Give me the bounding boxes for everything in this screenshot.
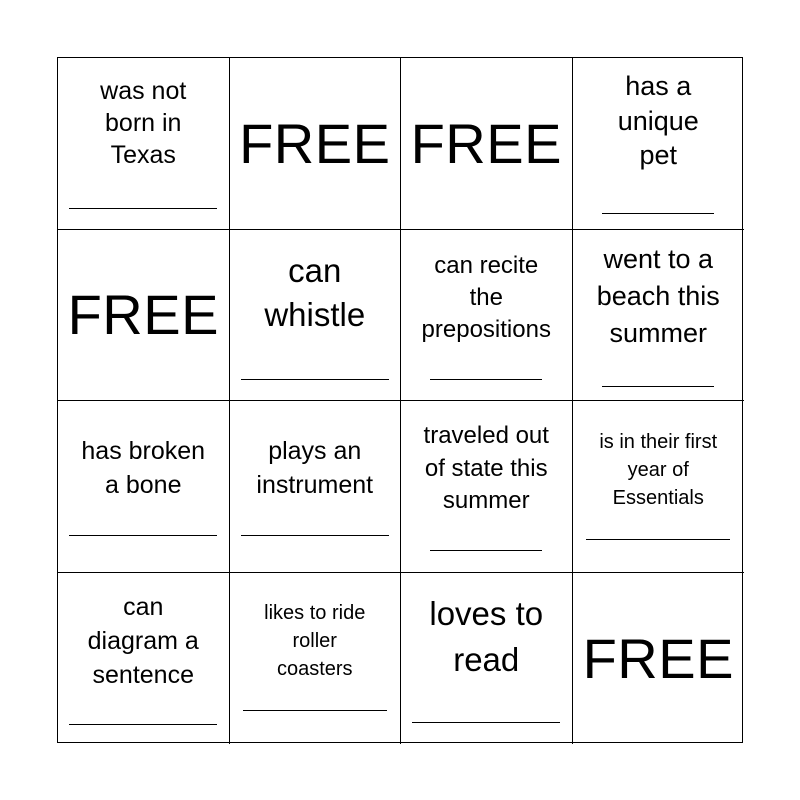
signature-line (69, 724, 217, 725)
signature-line (69, 535, 217, 536)
bingo-cell-free[interactable] (230, 58, 402, 230)
bingo-cell[interactable] (58, 401, 230, 573)
bingo-cell[interactable] (58, 573, 230, 745)
cell-prompt: likes to ride roller coasters (264, 601, 366, 680)
signature-line (602, 213, 714, 214)
free-space-label: FREE (410, 111, 562, 175)
signature-line (430, 550, 542, 551)
bingo-cell-free[interactable] (58, 230, 230, 402)
bingo-cell[interactable] (573, 230, 745, 402)
cell-prompt: was not born in Texas (100, 77, 187, 169)
cell-prompt: can whistle (264, 251, 366, 334)
cell-prompt: traveled out of state this summer (423, 422, 549, 515)
signature-line (602, 386, 714, 387)
bingo-cell[interactable] (401, 401, 573, 573)
bingo-cell-free[interactable] (401, 58, 573, 230)
free-space-label: FREE (582, 626, 734, 690)
bingo-cell[interactable] (230, 401, 402, 573)
cell-prompt: loves to read (429, 594, 544, 679)
bingo-board (57, 57, 743, 743)
bingo-cell[interactable] (58, 58, 230, 230)
signature-line (430, 379, 542, 380)
bingo-cell[interactable] (573, 58, 745, 230)
cell-prompt: can recite the prepositions (421, 251, 551, 344)
signature-line (241, 379, 389, 380)
signature-line (241, 535, 389, 536)
bingo-cell[interactable] (230, 573, 402, 745)
free-space-label: FREE (67, 283, 219, 347)
signature-line (412, 722, 560, 723)
signature-line (586, 539, 730, 540)
bingo-cell[interactable] (573, 401, 745, 573)
free-space-label: FREE (239, 111, 391, 175)
bingo-cell[interactable] (230, 230, 402, 402)
bingo-cell[interactable] (401, 573, 573, 745)
cell-prompt: went to a beach this summer (596, 243, 720, 348)
signature-line (69, 208, 217, 209)
cell-prompt: has a unique pet (617, 71, 699, 171)
cell-prompt: plays an instrument (256, 437, 374, 499)
cell-prompt: is in their first year of Essentials (599, 431, 718, 509)
cell-prompt: has broken a bone (81, 437, 206, 499)
bingo-cell[interactable] (401, 230, 573, 402)
signature-line (243, 710, 387, 711)
cell-prompt: can diagram a sentence (87, 592, 199, 689)
bingo-cell-free[interactable] (573, 573, 745, 745)
